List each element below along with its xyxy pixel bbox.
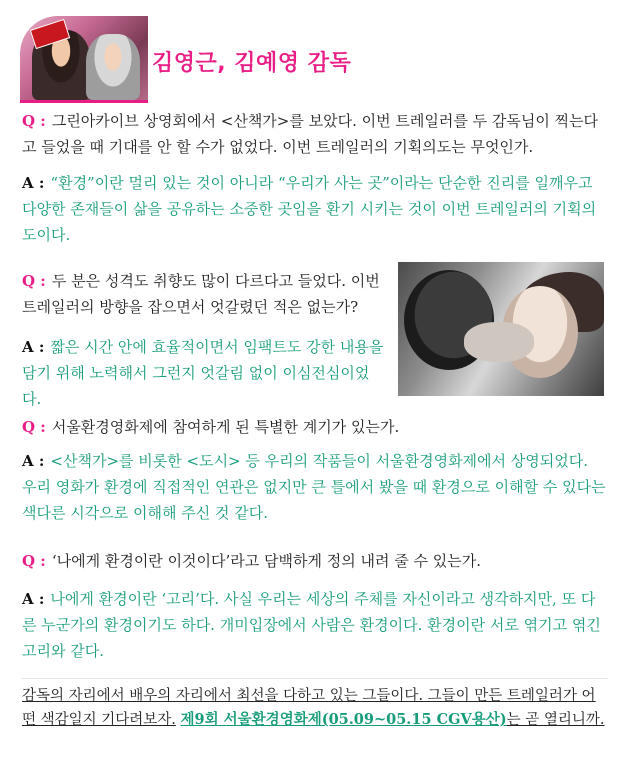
- question-tag: Q :: [22, 272, 46, 290]
- answer-text: “환경”이란 멀리 있는 것이 아니라 “우리가 사는 곳”이라는 단순한 진리를 일깨우고 다양한 존재들이 삶을 공유하는 소중한 곳임을 환기 시키는 것이 이번 트레일러의 기획의도이다.: [22, 174, 597, 244]
- question-3: [22, 414, 606, 440]
- footer-note: [22, 684, 608, 732]
- interview-header: [20, 16, 620, 102]
- directors-candid-photo: [398, 262, 604, 396]
- page-title: 김영근, 김예영 감독: [152, 51, 352, 76]
- answer-3: [22, 448, 606, 526]
- answer-text: <산책가>를 비롯한 <도시> 등 우리의 작품들이 서울환경영화제에서 상영되었다. 우리 영화가 환경에 직접적인 연관은 없지만 큰 틀에서 봤을 때 환경으로 이해할 수 있다는 색다른 시각으로 이해해 주신 것 같다.: [22, 452, 606, 522]
- answer-tag: A :: [22, 338, 45, 356]
- question-tag: Q :: [22, 418, 46, 436]
- answer-tag: A :: [22, 590, 45, 608]
- answer-1: [22, 170, 606, 248]
- answer-2: [22, 334, 384, 412]
- answer-text: 나에게 환경이란 ‘고리’다. 사실 우리는 세상의 주체를 자신이라고 생각하지만, 또 다른 누군가의 환경이기도 하다. 개미입장에서 사람은 환경이다. 환경이란 서로 엮기고 엮긴 고리와 같다.: [22, 590, 601, 660]
- festival-link[interactable]: 제9회 서울환경영화제(05.09~05.15 CGV용산): [180, 711, 507, 728]
- header-underline: [20, 100, 148, 103]
- answer-tag: A :: [22, 452, 45, 470]
- directors-photo: [20, 16, 148, 100]
- question-4: [22, 548, 606, 574]
- director-figure-2: [86, 34, 140, 100]
- footer-divider: [22, 678, 608, 679]
- question-1: [22, 108, 606, 160]
- answer-tag: A :: [22, 174, 45, 192]
- hand-shape: [464, 322, 534, 362]
- question-text: 두 분은 성격도 취향도 많이 다르다고 들었다. 이번 트레일러의 방향을 잡으면서 엇갈렸던 적은 없는가?: [22, 272, 380, 316]
- question-text: ‘나에게 환경이란 이것이다’라고 담백하게 정의 내려 줄 수 있는가.: [51, 552, 482, 570]
- footer-text-end: 는 곧 열리니까.: [506, 712, 605, 728]
- footer-text: 감독의 자리에서 배우의 자리에서 최선을 다하고 있는 그들이다. 그들이 만든 트레일러가 어떤 색감일지 기다려보자.: [22, 688, 596, 728]
- answer-text: 짧은 시간 안에 효율적이면서 임팩트도 강한 내용을 담기 위해 노력해서 그런지 엇갈림 없이 이심전심이었다.: [22, 338, 384, 408]
- answer-4: [22, 586, 606, 664]
- question-text: 서울환경영화제에 참여하게 된 특별한 계기가 있는가.: [51, 418, 400, 436]
- question-tag: Q :: [22, 552, 46, 570]
- question-tag: Q :: [22, 112, 46, 130]
- question-text: 그린아카이브 상영회에서 <산책가>를 보았다. 이번 트레일러를 두 감독님이 찍는다고 들었을 때 기대를 안 할 수가 없었다. 이번 트레일러의 기획의도는 무엇인가.: [22, 112, 599, 156]
- question-2: [22, 268, 384, 320]
